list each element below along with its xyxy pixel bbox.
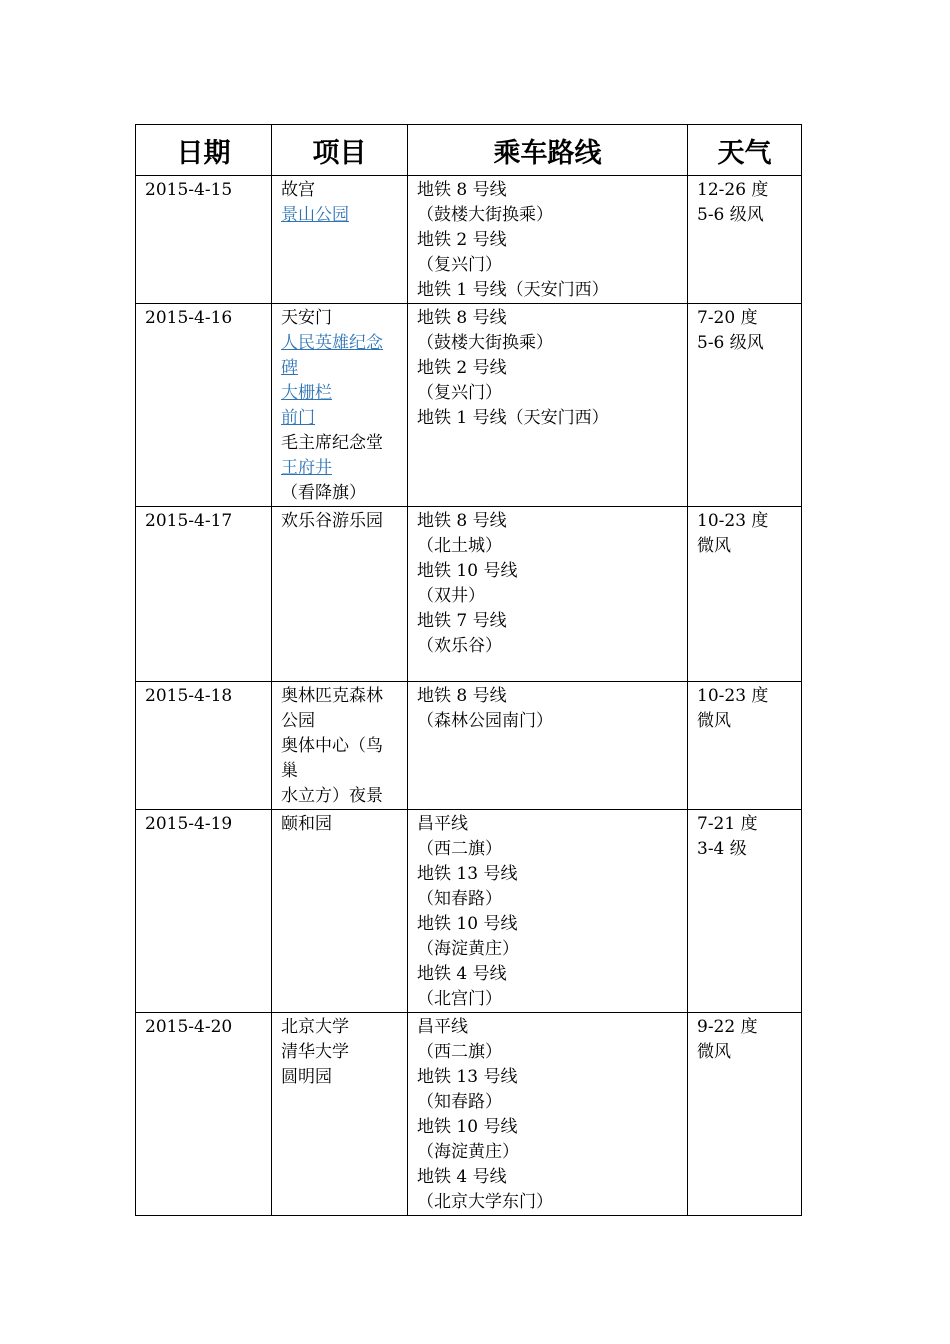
weather-wind: 5-6 级风 [697, 205, 764, 225]
route-line: 地铁 1 号线（天安门西） [417, 408, 609, 428]
weather-temp: 9-22 度 [697, 1017, 758, 1037]
header-weather: 天气 [688, 125, 802, 176]
route-line: （欢乐谷） [417, 636, 502, 656]
route-line: 地铁 2 号线 [417, 358, 507, 378]
date-text: 2015-4-19 [145, 814, 233, 834]
route-cell [408, 1013, 688, 1216]
weather-cell [688, 1013, 802, 1216]
items-cell [272, 682, 408, 810]
route-cell [408, 507, 688, 682]
route-line: 地铁 8 号线 [417, 180, 507, 200]
item-text: 清华大学 [281, 1042, 349, 1062]
weather-temp: 10-23 度 [697, 686, 769, 706]
item-link[interactable]: 人民英雄纪念碑 [281, 333, 383, 378]
date-text: 2015-4-20 [145, 1017, 233, 1037]
items-cell [272, 810, 408, 1013]
weather-wind: 微风 [697, 536, 731, 556]
route-line: 地铁 4 号线 [417, 964, 507, 984]
route-line: 地铁 8 号线 [417, 511, 507, 531]
weather-cell [688, 304, 802, 507]
table-row [136, 304, 802, 507]
route-line: 地铁 2 号线 [417, 230, 507, 250]
item-text: 圆明园 [281, 1067, 332, 1087]
table-row [136, 176, 802, 304]
route-cell [408, 304, 688, 507]
weather-cell [688, 507, 802, 682]
weather-wind: 微风 [697, 711, 731, 731]
table-row [136, 682, 802, 810]
item-text: 欢乐谷游乐园 [281, 511, 383, 531]
route-line: （鼓楼大街换乘） [417, 205, 553, 225]
route-line: 地铁 10 号线 [417, 1117, 518, 1137]
route-line: （海淀黄庄） [417, 1142, 519, 1162]
weather-wind: 微风 [697, 1042, 731, 1062]
route-line: （北土城） [417, 536, 502, 556]
weather-temp: 12-26 度 [697, 180, 769, 200]
route-line: （双井） [417, 586, 485, 606]
route-line: 地铁 4 号线 [417, 1167, 507, 1187]
header-date: 日期 [136, 125, 272, 176]
route-line: （森林公园南门） [417, 711, 553, 731]
date-cell [136, 507, 272, 682]
route-cell [408, 810, 688, 1013]
item-text: 奥林匹克森林公园 [281, 686, 383, 731]
route-line: 地铁 7 号线 [417, 611, 507, 631]
weather-temp: 7-20 度 [697, 308, 758, 328]
items-cell [272, 304, 408, 507]
route-line: 地铁 8 号线 [417, 308, 507, 328]
route-cell [408, 682, 688, 810]
item-text: （看降旗） [281, 483, 366, 503]
date-cell [136, 810, 272, 1013]
route-line: 地铁 13 号线 [417, 864, 518, 884]
date-text: 2015-4-16 [145, 308, 233, 328]
table-row [136, 507, 802, 682]
item-text: 水立方）夜景 [281, 786, 383, 806]
route-line: （海淀黄庄） [417, 939, 519, 959]
route-line: （知春路） [417, 1092, 502, 1112]
route-line: 昌平线 [417, 1017, 468, 1037]
header-route: 乘车路线 [408, 125, 688, 176]
item-link[interactable]: 景山公园 [281, 205, 349, 225]
item-text: 颐和园 [281, 814, 332, 834]
route-line: （北京大学东门） [417, 1192, 553, 1212]
item-link[interactable]: 王府井 [281, 458, 332, 478]
weather-cell [688, 810, 802, 1013]
route-line: （西二旗） [417, 1042, 502, 1062]
date-text: 2015-4-15 [145, 180, 233, 200]
weather-cell [688, 176, 802, 304]
item-link[interactable]: 大栅栏 [281, 383, 332, 403]
route-cell [408, 176, 688, 304]
table-row [136, 810, 802, 1013]
weather-wind: 5-6 级风 [697, 333, 764, 353]
date-cell [136, 176, 272, 304]
date-text: 2015-4-18 [145, 686, 233, 706]
route-line: （复兴门） [417, 383, 502, 403]
items-cell [272, 507, 408, 682]
item-text: 天安门 [281, 308, 332, 328]
date-cell [136, 304, 272, 507]
table-header-row [136, 125, 802, 176]
items-cell [272, 1013, 408, 1216]
itinerary-table [135, 124, 802, 1216]
route-line: 地铁 1 号线（天安门西） [417, 280, 609, 300]
table-row [136, 1013, 802, 1216]
item-link[interactable]: 前门 [281, 408, 315, 428]
weather-temp: 7-21 度 [697, 814, 758, 834]
route-line: 地铁 10 号线 [417, 561, 518, 581]
route-line: （北宫门） [417, 989, 502, 1009]
weather-cell [688, 682, 802, 810]
route-line: 昌平线 [417, 814, 468, 834]
items-cell [272, 176, 408, 304]
route-line: 地铁 10 号线 [417, 914, 518, 934]
route-line: （复兴门） [417, 255, 502, 275]
route-line: （西二旗） [417, 839, 502, 859]
date-text: 2015-4-17 [145, 511, 233, 531]
item-text: 故宫 [281, 180, 315, 200]
weather-temp: 10-23 度 [697, 511, 769, 531]
route-line: 地铁 13 号线 [417, 1067, 518, 1087]
item-text: 毛主席纪念堂 [281, 433, 383, 453]
date-cell [136, 1013, 272, 1216]
route-line: （鼓楼大街换乘） [417, 333, 553, 353]
date-cell [136, 682, 272, 810]
route-line: 地铁 8 号线 [417, 686, 507, 706]
item-text: 北京大学 [281, 1017, 349, 1037]
route-line: （知春路） [417, 889, 502, 909]
weather-wind: 3-4 级 [697, 839, 747, 859]
header-items: 项目 [272, 125, 408, 176]
item-text: 奥体中心（鸟巢 [281, 736, 383, 781]
